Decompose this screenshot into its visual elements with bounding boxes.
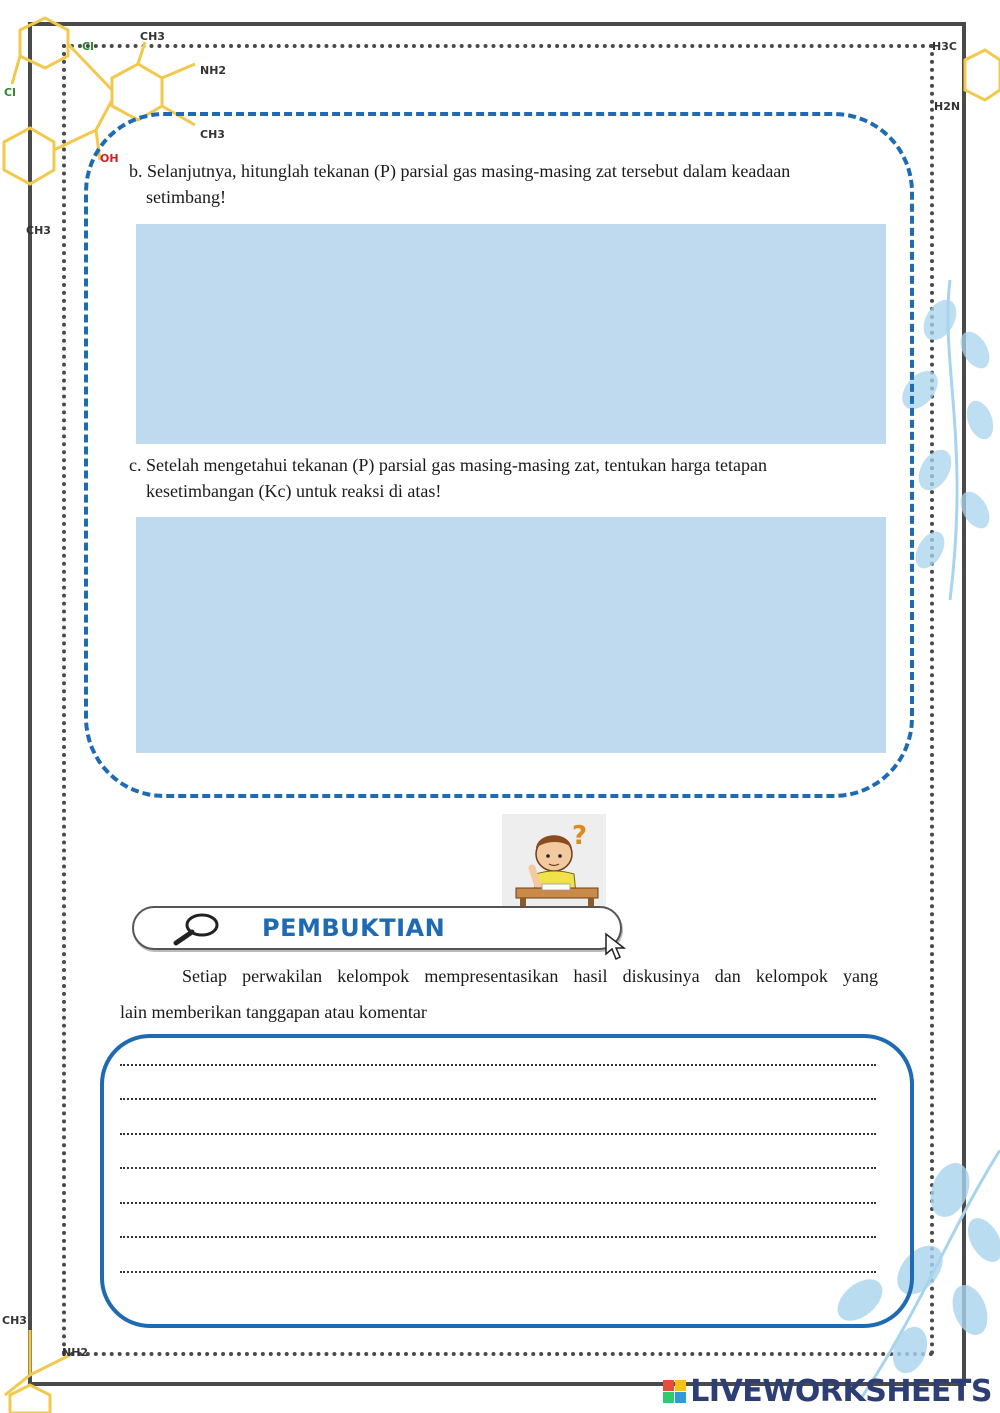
answer-field-b[interactable] bbox=[136, 224, 886, 444]
chem-label: Cl bbox=[4, 86, 16, 99]
writing-line[interactable] bbox=[120, 1202, 876, 1204]
chem-label: NH2 bbox=[62, 1346, 89, 1359]
question-b-line2: setimbang! bbox=[146, 187, 226, 207]
liveworksheets-brand bbox=[663, 1374, 992, 1409]
chem-label: CH3 bbox=[2, 1314, 27, 1327]
chem-label: CH3 bbox=[26, 224, 51, 237]
chem-label: CH3 bbox=[140, 30, 165, 43]
chem-label: H3C bbox=[932, 40, 957, 53]
instruction-line2: lain memberikan tanggapan atau komentar bbox=[120, 1002, 427, 1022]
section-title: PEMBUKTIAN bbox=[262, 914, 446, 942]
chem-label: CH3 bbox=[200, 128, 225, 141]
answer-field-c[interactable] bbox=[136, 517, 886, 753]
question-c-line1: c. Setelah mengetahui tekanan (P) parsial gas masing-masing zat, tentukan harga tetapan bbox=[129, 455, 767, 475]
liveworksheets-logo-icon bbox=[663, 1380, 686, 1403]
question-b-line1: b. Selanjutnya, hitunglah tekanan (P) parsial gas masing-masing zat tersebut dalam keadaan bbox=[129, 161, 791, 181]
writing-line[interactable] bbox=[120, 1098, 876, 1100]
chem-label: H2N bbox=[934, 100, 961, 113]
response-box[interactable] bbox=[100, 1034, 914, 1328]
magnifier-icon bbox=[168, 910, 224, 946]
section-instruction bbox=[120, 958, 878, 1030]
chem-label: NH2 bbox=[200, 64, 227, 77]
writing-line[interactable] bbox=[120, 1064, 876, 1066]
writing-line[interactable] bbox=[120, 1236, 876, 1238]
chem-label: Cl bbox=[82, 40, 94, 53]
brand-text: LIVEWORKSHEETS bbox=[690, 1374, 992, 1409]
thinking-student-illustration bbox=[502, 814, 606, 912]
writing-line[interactable] bbox=[120, 1167, 876, 1169]
question-b bbox=[129, 158, 889, 210]
chem-label: OH bbox=[100, 152, 119, 165]
question-c-line2: kesetimbangan (Kc) untuk reaksi di atas! bbox=[146, 481, 442, 501]
writing-line[interactable] bbox=[120, 1133, 876, 1135]
instruction-line1: Setiap perwakilan kelompok mempresentasikan hasil diskusinya dan kelompok yang bbox=[182, 966, 878, 986]
writing-line[interactable] bbox=[120, 1271, 876, 1273]
svg-text:?: ? bbox=[572, 821, 588, 851]
molecule-decoration-top-right bbox=[955, 40, 1000, 130]
question-c bbox=[129, 452, 889, 504]
